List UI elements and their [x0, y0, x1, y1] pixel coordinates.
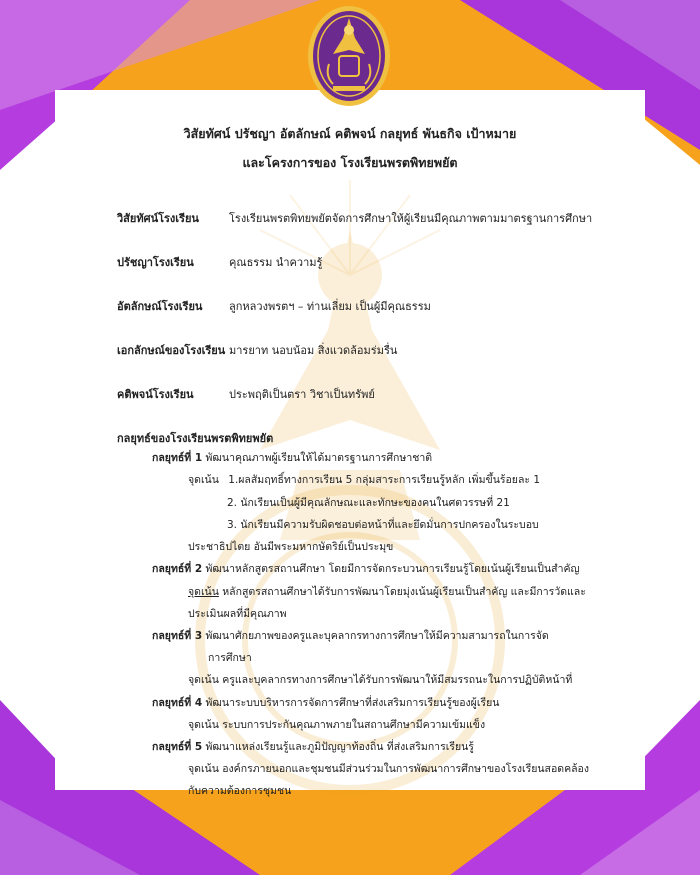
strategy-2-focus	[188, 583, 586, 600]
uniqueness-value: มารยาท นอบน้อม สิ่งแวดล้อมร่มรื่น	[229, 344, 398, 357]
identity-value: ลูกหลวงพรตฯ – ท่านเลี่ยม เป็นผู้มีคุณธรรม	[229, 300, 431, 313]
strategy-3-text: การศึกษา	[208, 652, 252, 664]
strategy-5	[152, 738, 474, 755]
motto-value: ประพฤติเป็นตรา วิชาเป็นทรัพย์	[229, 388, 375, 401]
strategy-3-focus-item: จุดเน้น ครูและบุคลากรทางการศึกษาได้รับการพัฒนาให้มีสมรรถนะในการปฏิบัติหน้าที่	[188, 674, 573, 686]
strategy-1-focus-item: 1.ผลสัมฤทธิ์ทางการเรียน 5 กลุ่มสาระการเรียนรู้หลัก เพิ่มขึ้นร้อยละ 1	[228, 474, 541, 486]
strategy-2-text: พัฒนาหลักสูตรสถานศึกษา โดยมีการจัดกระบวนการเรียนรู้โดยเน้นผู้เรียนเป็นสำคัญ	[205, 563, 580, 575]
strategy-1	[152, 449, 432, 466]
strategy-heading: กลยุทธ์ของโรงเรียนพรตพิทยพยัต	[117, 432, 274, 445]
strategy-1-focus	[188, 471, 540, 488]
strategy-5-label: กลยุทธ์ที่ 5	[152, 741, 203, 753]
strategy-3-text: พัฒนาศักยภาพของครูและบุคลากรทางการศึกษาให้มีความสามารถในการจัด	[205, 630, 549, 642]
strategy-5-text: พัฒนาแหล่งเรียนรู้และภูมิปัญญาท้องถิ่น ที่ส่งเสริมการเรียนรู้	[205, 741, 474, 753]
strategy-5-focus-item: กับความต้องการชุมชน	[188, 785, 292, 797]
strategy-5-focus-item: จุดเน้น องค์กรภายนอกและชุมชนมีส่วนร่วมในการพัฒนาการศึกษาของโรงเรียนสอดคล้อง	[188, 763, 589, 775]
strategy-3	[152, 627, 549, 644]
strategy-1-label: กลยุทธ์ที่ 1	[152, 452, 203, 464]
strategy-2	[152, 560, 579, 577]
identity-label: อัตลักษณ์โรงเรียน	[117, 300, 203, 313]
vision-label: วิสัยทัศน์โรงเรียน	[117, 212, 199, 225]
strategy-1-focus-item: 3. นักเรียนมีความรับผิดชอบต่อหน้าที่และยึดมั่นการปกครองในระบอบ	[227, 519, 539, 531]
page-subtitle: และโครงการของ โรงเรียนพรตพิทยพยัต	[242, 155, 458, 170]
strategy-2-label: กลยุทธ์ที่ 2	[152, 563, 203, 575]
strategy-4	[152, 694, 499, 711]
philosophy-value: คุณธรรม นำความรู้	[229, 256, 323, 269]
philosophy-label: ปรัชญาโรงเรียน	[117, 256, 194, 269]
motto-label: คติพจน์โรงเรียน	[117, 388, 194, 401]
strategy-1-focus-item: ประชาธิปไตย อันมีพระมหากษัตริย์เป็นประมุข	[188, 541, 394, 553]
strategy-4-text: พัฒนาระบบบริหารการจัดการศึกษาที่ส่งเสริมการเรียนรู้ของผู้เรียน	[205, 697, 500, 709]
strategy-2-focus-item: หลักสูตรสถานศึกษาได้รับการพัฒนาโดยมุ่งเน้นผู้เรียนเป็นสำคัญ และมีการวัดและ	[222, 586, 586, 598]
strategy-3-label: กลยุทธ์ที่ 3	[152, 630, 203, 642]
strategy-2-focus-item: ประเมินผลที่มีคุณภาพ	[188, 608, 287, 620]
vision-value: โรงเรียนพรตพิทยพยัตจัดการศึกษาให้ผู้เรียนมีคุณภาพตามมาตรฐานการศึกษา	[229, 212, 593, 225]
strategy-1-focus-item: 2. นักเรียนเป็นผู้มีคุณลักษณะและทักษะของคนในศตวรรษที่ 21	[227, 497, 510, 509]
strategy-4-label: กลยุทธ์ที่ 4	[152, 697, 203, 709]
uniqueness-label: เอกลักษณ์ของโรงเรียน	[117, 344, 226, 357]
strategy-4-focus-item: จุดเน้น ระบบการประกันคุณภาพภายในสถานศึกษามีความเข้มแข็ง	[188, 719, 486, 731]
page-title: วิสัยทัศน์ ปรัชญา อัตลักษณ์ คติพจน์ กลยุทธ์ พันธกิจ เป้าหมาย	[183, 126, 517, 141]
strategy-1-text: พัฒนาคุณภาพผู้เรียนให้ได้มาตรฐานการศึกษาชาติ	[205, 452, 433, 464]
strategy-1-focus-label: จุดเน้น	[188, 474, 219, 486]
strategy-2-focus-label: จุดเน้น	[188, 586, 219, 598]
